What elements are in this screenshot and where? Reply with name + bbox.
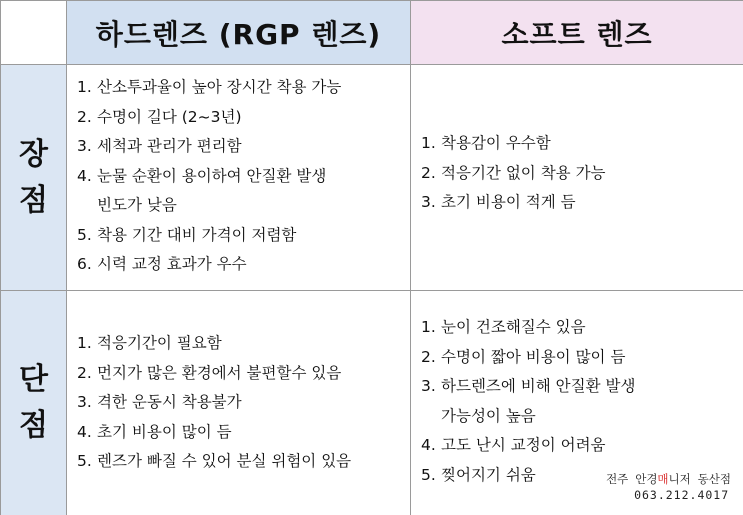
list-item-text: 빈도가 낮음 xyxy=(97,196,177,214)
list-item xyxy=(421,188,739,218)
stamp-phone: 063.212.4017 xyxy=(634,488,730,502)
list-item xyxy=(421,343,739,373)
list-item xyxy=(77,221,406,251)
list-item-number: 1. xyxy=(77,334,92,352)
hard-lens-title: 하드렌즈 (RGP 렌즈) xyxy=(95,17,382,51)
list-item xyxy=(421,129,739,159)
list-item-number: 3. xyxy=(77,393,92,411)
corner-cell xyxy=(1,1,67,65)
soft-lens-title: 소프트 렌즈 xyxy=(501,17,653,51)
hard-advantages-cell xyxy=(67,65,411,291)
store-stamp xyxy=(606,471,731,503)
soft-advantages-cell xyxy=(411,65,743,291)
list-item xyxy=(77,132,406,162)
list-item-number: 3. xyxy=(77,137,92,155)
stamp-text-post: 니저 동산점 xyxy=(668,472,731,486)
list-item-number: 2. xyxy=(77,107,92,126)
list-item-text: 착용 기간 대비 가격이 저렴함 xyxy=(97,225,297,244)
list-item xyxy=(77,388,406,418)
disadvantages-label-bottom: 점 xyxy=(19,408,48,443)
list-item xyxy=(77,418,406,448)
list-item xyxy=(77,250,406,280)
list-item xyxy=(77,191,406,221)
list-item xyxy=(421,313,739,343)
list-item-number: 5. xyxy=(77,225,92,244)
list-item-text: 시력 교정 효과가 우수 xyxy=(97,255,247,273)
soft-disadvantages-cell xyxy=(411,291,743,515)
soft-lens-header xyxy=(411,1,743,65)
list-item-text: 산소투과율이 높아 장시간 착용 가능 xyxy=(97,78,342,96)
list-item-number: 1. xyxy=(421,318,436,336)
list-item-number: 5. xyxy=(77,452,92,470)
list-item xyxy=(77,447,406,477)
list-item-text: 적응기간 없이 착용 가능 xyxy=(441,163,606,182)
list-item-text: 초기 비용이 많이 듬 xyxy=(97,422,232,441)
list-item xyxy=(421,402,739,432)
list-item-number: 2. xyxy=(421,347,436,366)
list-item xyxy=(77,73,406,103)
list-item-number: 3. xyxy=(421,193,436,211)
list-item-number: 4. xyxy=(77,166,92,185)
list-item-number: 4. xyxy=(421,436,436,454)
list-item-number: 6. xyxy=(77,255,92,273)
hard-advantages-list xyxy=(77,73,406,280)
list-item-number: 4. xyxy=(77,422,92,441)
list-item xyxy=(421,159,739,189)
list-item xyxy=(77,329,406,359)
hard-disadvantages-list xyxy=(77,329,406,477)
hard-disadvantages-cell xyxy=(67,291,411,515)
list-item-text: 적응기간이 필요함 xyxy=(97,334,222,352)
list-item-text: 하드렌즈에 비해 안질환 발생 xyxy=(441,377,636,395)
list-item-text: 찢어지기 쉬움 xyxy=(441,465,536,484)
advantages-label-bottom: 점 xyxy=(19,182,48,218)
list-item-text: 격한 운동시 착용불가 xyxy=(97,393,242,411)
stamp-text-pre: 전주 안경 xyxy=(606,472,658,486)
list-item-number: 2. xyxy=(77,363,92,382)
soft-advantages-list xyxy=(421,129,739,218)
list-item-number: 3. xyxy=(421,377,436,395)
list-item-text: 눈물 순환이 용이하여 안질환 발생 xyxy=(97,166,327,185)
advantages-label xyxy=(1,65,67,291)
list-item-text: 초기 비용이 적게 듬 xyxy=(441,193,576,211)
list-item-number: 1. xyxy=(421,134,436,152)
list-item-text: 눈이 건조해질수 있음 xyxy=(441,318,586,336)
advantages-label-top: 장 xyxy=(19,136,48,172)
list-item-text: 고도 난시 교정이 어려움 xyxy=(441,436,606,454)
list-item-text: 가능성이 높음 xyxy=(441,406,536,425)
disadvantages-label-top: 단 xyxy=(19,362,48,397)
hard-lens-header xyxy=(67,1,411,65)
list-item-text: 착용감이 우수함 xyxy=(441,134,551,152)
list-item xyxy=(77,103,406,133)
stamp-text-highlight: 매 xyxy=(657,472,669,486)
disadvantages-label xyxy=(1,291,67,515)
list-item-text: 수명이 짧아 비용이 많이 듬 xyxy=(441,347,626,366)
list-item xyxy=(421,372,739,402)
list-item-text: 먼지가 많은 환경에서 불편할수 있음 xyxy=(97,363,342,382)
list-item-text: 세척과 관리가 편리함 xyxy=(97,137,242,155)
soft-disadvantages-list xyxy=(421,313,739,490)
list-item xyxy=(77,162,406,192)
list-item-number: 1. xyxy=(77,78,92,96)
list-item-number: 2. xyxy=(421,163,436,182)
list-item-number: 5. xyxy=(421,465,436,484)
list-item xyxy=(77,359,406,389)
list-item-text: 수명이 길다 (2~3년) xyxy=(97,107,242,126)
list-item xyxy=(421,431,739,461)
list-item-text: 렌즈가 빠질 수 있어 분실 위험이 있음 xyxy=(97,452,352,470)
